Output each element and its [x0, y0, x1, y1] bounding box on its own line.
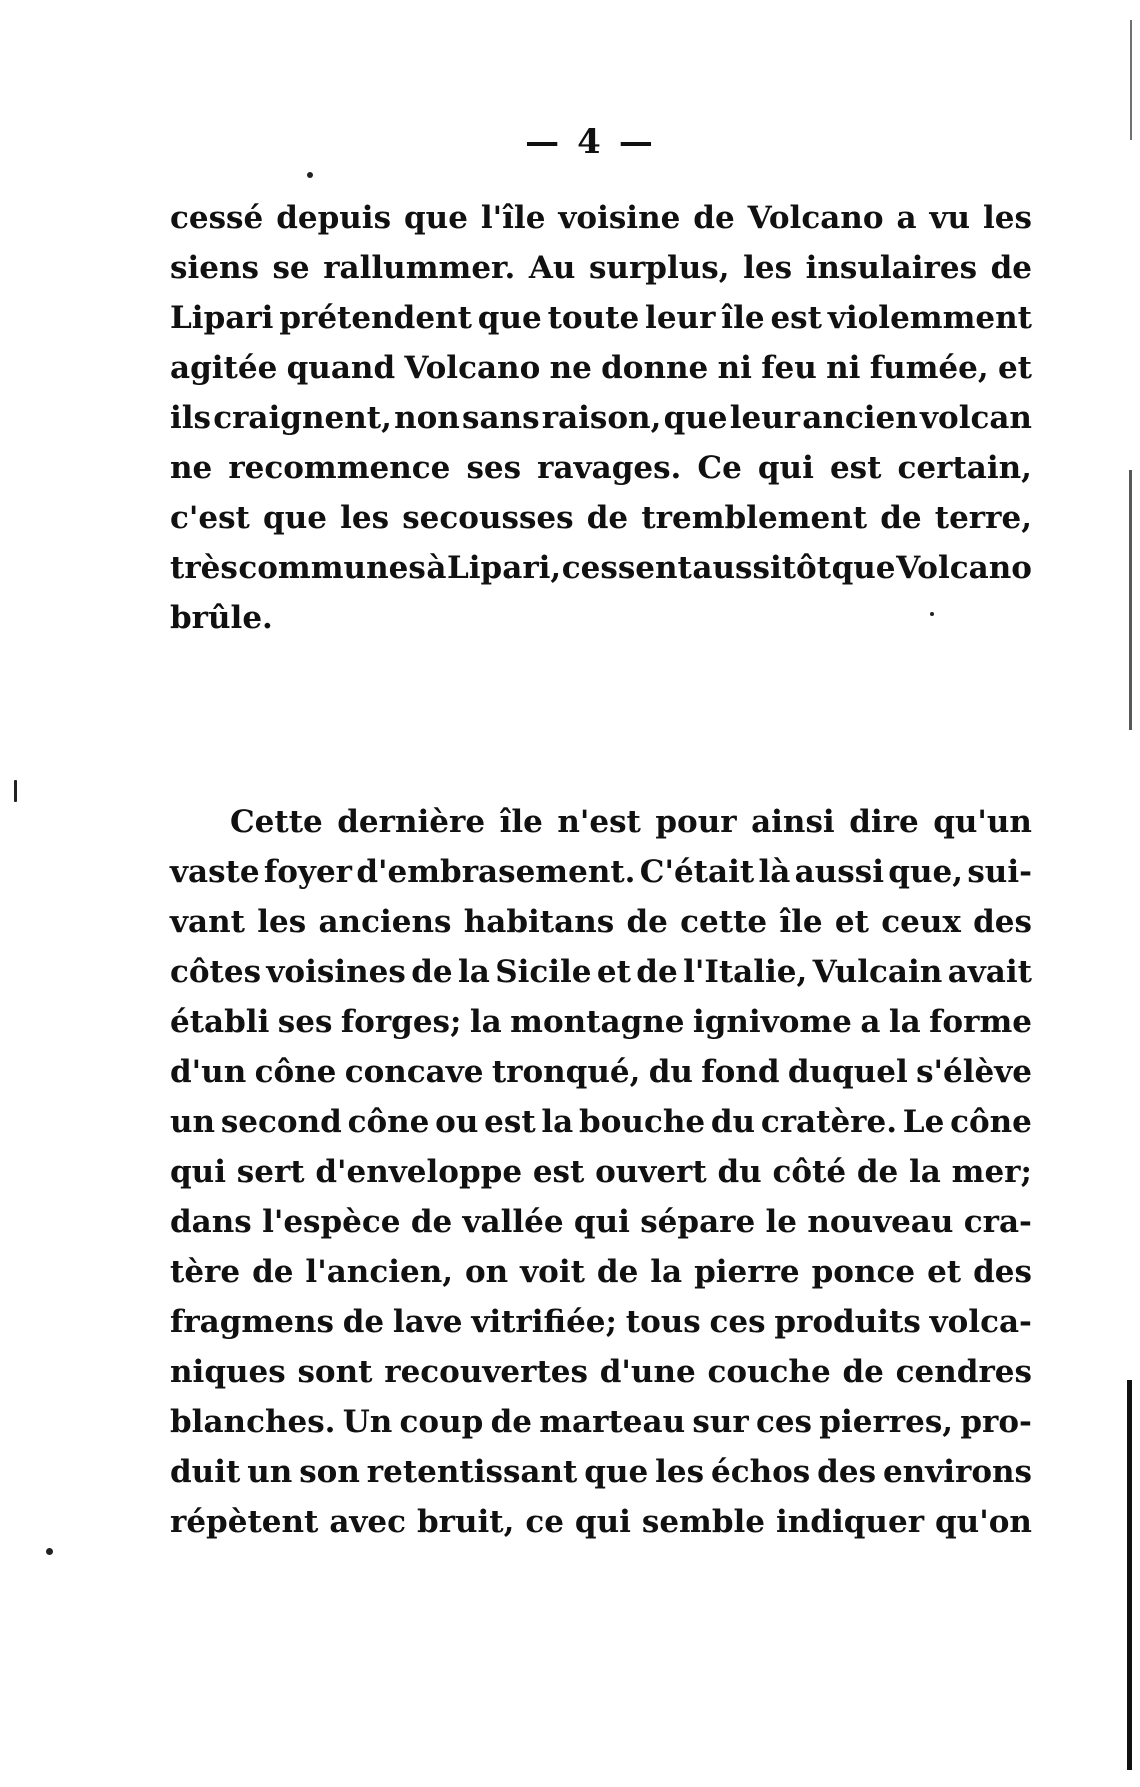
- word: que: [477, 300, 542, 336]
- word: la: [541, 1104, 574, 1140]
- text-line: [170, 1297, 1032, 1347]
- word: Volcano: [747, 200, 884, 236]
- scan-edge-rule: [1129, 470, 1132, 730]
- word: ignivome: [692, 1004, 852, 1040]
- word: volcan: [920, 400, 1032, 436]
- word: cône: [347, 1104, 430, 1140]
- word: ravages.: [537, 450, 682, 486]
- word: de: [586, 500, 629, 536]
- word: n'est: [557, 804, 641, 840]
- word: voit: [520, 1254, 585, 1290]
- word: donne: [601, 350, 709, 386]
- word: ne: [549, 350, 592, 386]
- word: cra-: [963, 1204, 1032, 1240]
- word: qui: [573, 1204, 630, 1240]
- word: la: [457, 954, 490, 990]
- word: que: [663, 400, 728, 436]
- word: non: [394, 400, 460, 436]
- word: feu: [761, 350, 817, 386]
- word: duquel: [787, 1054, 908, 1090]
- word: agitée: [170, 350, 278, 386]
- word: recommence: [228, 450, 451, 486]
- word: toute: [547, 300, 640, 336]
- word: tère: [170, 1254, 241, 1290]
- text-line: [170, 243, 1032, 293]
- text-line: [170, 847, 1032, 897]
- word: ses: [466, 450, 522, 486]
- word: à: [426, 550, 447, 586]
- word: fragmens: [170, 1304, 334, 1340]
- word: un: [170, 1104, 216, 1140]
- word: ponce: [811, 1254, 916, 1290]
- word: de: [636, 954, 678, 990]
- word: violemment: [827, 300, 1032, 336]
- word: depuis: [276, 200, 392, 236]
- word: ni: [717, 350, 752, 386]
- word: un: [247, 1454, 293, 1490]
- word: aussi: [794, 854, 884, 890]
- scan-speck: [930, 612, 934, 616]
- word: montagne: [510, 1004, 685, 1040]
- scan-speck: [14, 780, 17, 802]
- word: ces: [709, 1304, 766, 1340]
- word: produits: [774, 1304, 921, 1340]
- scan-edge-rule: [1130, 20, 1132, 140]
- word: cessé: [170, 200, 264, 236]
- word: qui: [170, 1154, 226, 1190]
- word: couche: [707, 1354, 831, 1390]
- word: s'élève: [916, 1054, 1032, 1090]
- text-line: [170, 543, 1032, 593]
- word: a: [896, 200, 917, 236]
- word: que: [263, 500, 327, 536]
- word: du: [710, 1104, 756, 1140]
- word: pierres,: [819, 1404, 954, 1440]
- word: dans: [170, 1204, 252, 1240]
- word: sur: [692, 1404, 749, 1440]
- word: siens: [170, 250, 259, 286]
- word: de: [596, 1254, 639, 1290]
- word: côté: [772, 1154, 847, 1190]
- word: cratère.: [760, 1104, 898, 1140]
- word: Cette: [230, 804, 323, 840]
- word: dernière: [337, 804, 486, 840]
- word: très: [170, 550, 238, 586]
- word: environs: [882, 1454, 1032, 1490]
- word: habitans: [463, 904, 615, 940]
- word: blanches.: [170, 1404, 336, 1440]
- word: la: [650, 1254, 683, 1290]
- word: que: [831, 550, 896, 586]
- word: répètent: [170, 1504, 319, 1540]
- word: de: [842, 1354, 884, 1390]
- word: rallummer.: [323, 250, 516, 286]
- word: C'était: [639, 854, 755, 890]
- text-line: [170, 1447, 1032, 1497]
- word: Le: [902, 1104, 945, 1140]
- word: sépare: [640, 1204, 756, 1240]
- text-line: [170, 1197, 1032, 1247]
- word: l'île: [480, 200, 546, 236]
- word: forges;: [340, 1004, 462, 1040]
- word: de: [626, 904, 668, 940]
- word: cône: [950, 1104, 1032, 1140]
- word: anciens: [318, 904, 452, 940]
- word: c'est: [170, 500, 250, 536]
- text-line: [170, 293, 1032, 343]
- word: on: [464, 1254, 509, 1290]
- word: les: [340, 500, 390, 536]
- word: Volcano: [896, 550, 1032, 586]
- word: tous: [625, 1304, 701, 1340]
- text-line: [170, 1347, 1032, 1397]
- text-line: [170, 897, 1032, 947]
- word: vant: [170, 904, 245, 940]
- word: ancien: [802, 400, 918, 436]
- word: bouche: [579, 1104, 706, 1140]
- word: raison,: [541, 400, 662, 436]
- word: certain,: [897, 450, 1032, 486]
- word: les: [655, 1454, 705, 1490]
- word: retentissant: [366, 1454, 578, 1490]
- word: cessent: [561, 550, 692, 586]
- word: île: [499, 804, 543, 840]
- word: est: [770, 300, 822, 336]
- word: se: [272, 250, 310, 286]
- word: ou: [435, 1104, 479, 1140]
- word: est: [829, 450, 882, 486]
- paragraph-1: [170, 193, 1032, 643]
- text-line: [170, 443, 1032, 493]
- word: sert: [236, 1154, 305, 1190]
- word: la: [888, 1004, 921, 1040]
- word: avec: [329, 1504, 407, 1540]
- scan-edge-rule: [1127, 1380, 1132, 1770]
- word: cendres: [895, 1354, 1032, 1390]
- word: pour: [655, 804, 737, 840]
- word: voisine: [558, 200, 681, 236]
- text-line: [170, 947, 1032, 997]
- word: ces: [755, 1404, 813, 1440]
- word: du: [648, 1054, 693, 1090]
- word: qui: [574, 1504, 631, 1540]
- word: avait: [947, 954, 1032, 990]
- text-line: brûle.: [170, 600, 273, 636]
- word: communes: [238, 550, 426, 586]
- word: Un: [342, 1404, 393, 1440]
- word: d'une: [599, 1354, 696, 1390]
- word: dire: [849, 804, 919, 840]
- word: coup: [399, 1404, 484, 1440]
- word: ne: [170, 450, 213, 486]
- scan-speck: [307, 172, 313, 178]
- word: que: [403, 200, 468, 236]
- word: du: [717, 1154, 762, 1190]
- word: est: [532, 1154, 585, 1190]
- word: Sicile: [495, 954, 592, 990]
- word: recouvertes: [384, 1354, 588, 1390]
- word: vitrifiée;: [471, 1304, 617, 1340]
- word: mer;: [951, 1154, 1032, 1190]
- word: de: [342, 1304, 385, 1340]
- word: le: [765, 1204, 798, 1240]
- text-line: [170, 1397, 1032, 1447]
- word: Vulcain: [812, 954, 943, 990]
- word: Ce: [697, 450, 742, 486]
- word: a: [860, 1004, 881, 1040]
- word: tronqué,: [491, 1054, 641, 1090]
- word: indiquer: [775, 1504, 925, 1540]
- word: prétendent: [279, 300, 472, 336]
- word: sans: [462, 400, 540, 436]
- word: cône: [254, 1054, 337, 1090]
- word: terre,: [934, 500, 1032, 536]
- text-line: [170, 1247, 1032, 1297]
- word: et: [596, 954, 631, 990]
- text-line: [170, 997, 1032, 1047]
- word: ils: [170, 400, 212, 436]
- word: côtes: [170, 954, 262, 990]
- word: ceux: [881, 904, 961, 940]
- word: qu'on: [934, 1504, 1032, 1540]
- word: l'Italie,: [683, 954, 808, 990]
- word: ainsi: [751, 804, 835, 840]
- word: de: [490, 1404, 532, 1440]
- word: ouvert: [595, 1154, 707, 1190]
- word: échos: [710, 1454, 811, 1490]
- word: que,: [888, 854, 964, 890]
- word: des: [817, 1454, 877, 1490]
- word: de: [880, 500, 922, 536]
- text-line: [170, 193, 1032, 243]
- text-line: [170, 797, 1032, 847]
- word: secousses: [402, 500, 574, 536]
- word: que: [584, 1454, 649, 1490]
- word: fond: [701, 1054, 780, 1090]
- word: second: [220, 1104, 342, 1140]
- word: de: [990, 250, 1032, 286]
- word: foyer: [263, 854, 353, 890]
- text-line: [170, 1047, 1032, 1097]
- text-line: [170, 393, 1032, 443]
- word: marteau: [539, 1404, 686, 1440]
- word: duit: [170, 1454, 241, 1490]
- word: cette: [680, 904, 768, 940]
- text-line: [170, 1097, 1032, 1147]
- word: est: [484, 1104, 536, 1140]
- word: les: [983, 200, 1032, 236]
- word: concave: [344, 1054, 484, 1090]
- word: de: [252, 1254, 294, 1290]
- word: ses: [277, 1004, 333, 1040]
- word: vu: [929, 200, 971, 236]
- word: Au: [528, 250, 576, 286]
- word: qu'un: [933, 804, 1032, 840]
- word: les: [743, 250, 793, 286]
- word: fumée,: [869, 350, 989, 386]
- word: de: [411, 954, 453, 990]
- text-line: [170, 1147, 1032, 1197]
- word: nouveau: [807, 1204, 954, 1240]
- word: Lipari: [170, 300, 274, 336]
- word: les: [257, 904, 307, 940]
- paragraph-2: [170, 797, 1032, 1547]
- text-line: [170, 493, 1032, 543]
- text-line: [170, 1497, 1032, 1547]
- page-number-value: 4: [577, 122, 603, 162]
- word: Lipari,: [446, 550, 562, 586]
- word: tremblement: [641, 500, 868, 536]
- word: l'espèce: [262, 1204, 401, 1240]
- word: des: [973, 904, 1032, 940]
- word: de: [856, 1154, 899, 1190]
- page-number: [470, 122, 710, 162]
- word: niques: [170, 1354, 286, 1390]
- page-number-dash-left: —: [525, 122, 562, 162]
- word: quand: [286, 350, 396, 386]
- word: bruit,: [416, 1504, 515, 1540]
- word: leur: [729, 400, 801, 436]
- word: qui: [757, 450, 814, 486]
- word: établi: [170, 1004, 270, 1040]
- word: et: [927, 1254, 962, 1290]
- word: surplus,: [588, 250, 730, 286]
- word: de: [693, 200, 735, 236]
- word: et: [997, 350, 1032, 386]
- word: vallée: [462, 1204, 564, 1240]
- word: sui-: [967, 854, 1032, 890]
- word: ni: [826, 350, 861, 386]
- word: ce: [525, 1504, 564, 1540]
- word: volca-: [929, 1304, 1032, 1340]
- word: et: [834, 904, 869, 940]
- word: voisines: [266, 954, 406, 990]
- word: d'un: [170, 1054, 247, 1090]
- text-line: [170, 343, 1032, 393]
- word: d'enveloppe: [315, 1154, 523, 1190]
- word: des: [973, 1254, 1032, 1290]
- word: semble: [641, 1504, 766, 1540]
- scan-speck: [46, 1548, 53, 1555]
- word: pierre: [694, 1254, 800, 1290]
- word: aussitôt: [692, 550, 832, 586]
- word: lave: [392, 1304, 463, 1340]
- word: là: [758, 854, 791, 890]
- word: vaste: [170, 854, 260, 890]
- word: forme: [929, 1004, 1032, 1040]
- word: la: [469, 1004, 502, 1040]
- word: sont: [297, 1354, 373, 1390]
- word: leur: [645, 300, 716, 336]
- word: l'ancien,: [305, 1254, 454, 1290]
- word: son: [299, 1454, 360, 1490]
- word: pro-: [960, 1404, 1032, 1440]
- word: île: [779, 904, 823, 940]
- word: d'embrasement.: [356, 854, 636, 890]
- word: insulaires: [805, 250, 978, 286]
- word: la: [909, 1154, 941, 1190]
- word: Volcano: [404, 350, 541, 386]
- page-number-dash-right: —: [618, 122, 655, 162]
- word: île: [721, 300, 765, 336]
- word: de: [410, 1204, 453, 1240]
- word: craignent,: [213, 400, 392, 436]
